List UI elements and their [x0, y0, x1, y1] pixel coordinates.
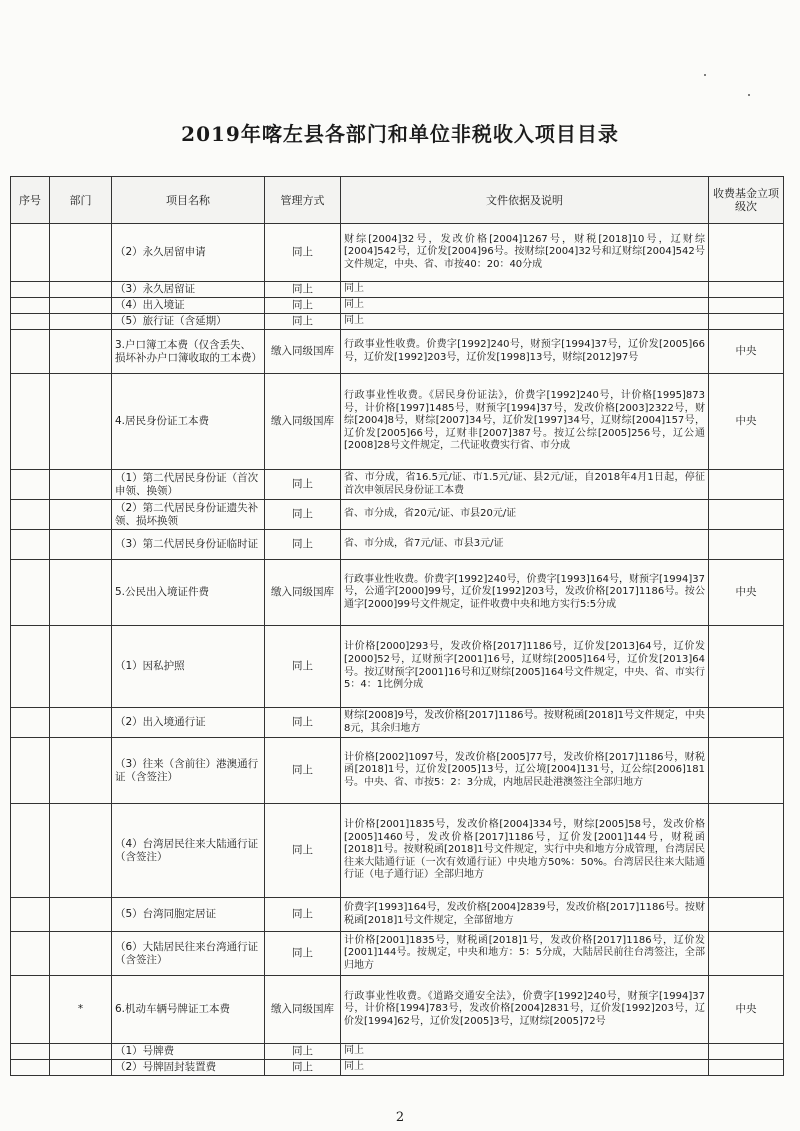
- cell-basis: 同上: [341, 1060, 709, 1076]
- cell-management: 缴入同级国库: [265, 374, 341, 470]
- table-header-row: [11, 177, 784, 224]
- cell-management: 同上: [265, 314, 341, 330]
- table-row: [11, 560, 784, 626]
- cell-item: （2）第二代居民身份证遗失补领、损坏换领: [112, 500, 265, 530]
- cell-management: 缴入同级国库: [265, 330, 341, 374]
- cell-level: 中央: [709, 560, 784, 626]
- cell-dept: [50, 804, 112, 898]
- header-item: 项目名称: [112, 177, 265, 224]
- cell-basis: 同上: [341, 1044, 709, 1060]
- cell-management: 同上: [265, 282, 341, 298]
- cell-dept: [50, 560, 112, 626]
- cell-item: 3.户口簿工本费（仅含丢失、损坏补办户口簿收取的工本费）: [112, 330, 265, 374]
- cell-management: 同上: [265, 932, 341, 976]
- header-management: 管理方式: [265, 177, 341, 224]
- cell-seq: [11, 738, 50, 804]
- cell-basis: 计价格[2002]1097号，发改价格[2005]77号，发改价格[2017]1186号，财税函[2018]1号，辽价发[2005]13号，辽公境[2004]131号，辽公综[2006]181号。中央、省、市按5：2：3分成，内地居民赴港澳签注全部归地方: [341, 738, 709, 804]
- cell-seq: [11, 560, 50, 626]
- cell-management: 同上: [265, 224, 341, 282]
- header-seq: 序号: [11, 177, 50, 224]
- cell-item: （2）出入境通行证: [112, 708, 265, 738]
- cell-dept: [50, 374, 112, 470]
- cell-basis: 价费字[1993]164号，发改价格[2004]2839号，发改价格[2017]1186号。按财税函[2018]1号文件规定，全部留地方: [341, 898, 709, 932]
- cell-basis: 财综[2008]9号，发改价格[2017]1186号。按财税函[2018]1号文件规定，中央8元，其余归地方: [341, 708, 709, 738]
- scan-speck: [704, 74, 706, 76]
- cell-seq: [11, 298, 50, 314]
- table-row: [11, 976, 784, 1044]
- cell-dept: [50, 738, 112, 804]
- table-row: [11, 626, 784, 708]
- cell-seq: [11, 470, 50, 500]
- cell-level: [709, 530, 784, 560]
- table-row: [11, 298, 784, 314]
- table-row: [11, 330, 784, 374]
- cell-dept: [50, 224, 112, 282]
- cell-item: （2）永久居留申请: [112, 224, 265, 282]
- cell-management: 同上: [265, 738, 341, 804]
- cell-management: 同上: [265, 298, 341, 314]
- cell-seq: [11, 804, 50, 898]
- cell-basis: 行政事业性收费。价费字[1992]240号，财预字[1994]37号，辽价发[2005]66号，辽价发[1992]203号，辽价发[1998]13号，财综[2012]97号: [341, 330, 709, 374]
- cell-dept: [50, 1044, 112, 1060]
- cell-seq: [11, 1044, 50, 1060]
- cell-seq: [11, 374, 50, 470]
- table-row: [11, 282, 784, 298]
- cell-management: 同上: [265, 1044, 341, 1060]
- cell-level: [709, 224, 784, 282]
- cell-level: [709, 708, 784, 738]
- cell-dept: [50, 1060, 112, 1076]
- cell-basis: 计价格[2001]1835号，财税函[2018]1号，发改价格[2017]1186号，辽价发[2001]144号。按规定，中央和地方：5：5分成，大陆居民前往台湾签注，全部归地方: [341, 932, 709, 976]
- cell-basis: 同上: [341, 314, 709, 330]
- table-row: [11, 1060, 784, 1076]
- cell-item: （3）第二代居民身份证临时证: [112, 530, 265, 560]
- cell-seq: [11, 708, 50, 738]
- cell-dept: *: [50, 976, 112, 1044]
- table-row: [11, 738, 784, 804]
- cell-management: 缴入同级国库: [265, 560, 341, 626]
- cell-basis: 财综[2004]32号，发改价格[2004]1267号，财税[2018]10号，辽财综[2004]542号，辽价发[2004]96号。按财综[2004]32号和辽财综[2004]542号文件规定，中央、省、市按40：20：40分成: [341, 224, 709, 282]
- cell-management: 同上: [265, 804, 341, 898]
- cell-seq: [11, 1060, 50, 1076]
- header-basis: 文件依据及说明: [341, 177, 709, 224]
- cell-dept: [50, 298, 112, 314]
- table-row: [11, 530, 784, 560]
- table-row: [11, 470, 784, 500]
- cell-basis: 计价格[2001]1835号，发改价格[2004]334号，财综[2005]58号，发改价格[2005]1460号，发改价格[2017]1186号，辽价发[2001]144号，财税函[2018]1号。按财税函[2018]1号文件规定，实行中央和地方分成管理，台湾居民往来大陆通行证（一次有效通行证）中央地方50%：50%。台湾居民往来大陆通行证（电子通行证）全部归地方: [341, 804, 709, 898]
- cell-seq: [11, 500, 50, 530]
- cell-management: 同上: [265, 500, 341, 530]
- cell-item: （5）台湾同胞定居证: [112, 898, 265, 932]
- cell-management: 同上: [265, 470, 341, 500]
- cell-management: 同上: [265, 898, 341, 932]
- cell-seq: [11, 932, 50, 976]
- cell-dept: [50, 282, 112, 298]
- cell-basis: 省、市分成，省16.5元/证、市1.5元/证、县2元/证，自2018年4月1日起，停征首次申领居民身份证工本费: [341, 470, 709, 500]
- cell-basis: 行政事业性收费。价费字[1992]240号，价费字[1993]164号，财预字[1994]37号，公通字[2000]99号，辽价发[1992]203号，发改价格[2017]1186号。按公通字[2000]99号文件规定，证件收费中央和地方实行5:5分成: [341, 560, 709, 626]
- cell-item: （1）因私护照: [112, 626, 265, 708]
- table-row: [11, 314, 784, 330]
- table-row: [11, 224, 784, 282]
- cell-item: （4）出入境证: [112, 298, 265, 314]
- header-dept: 部门: [50, 177, 112, 224]
- cell-seq: [11, 530, 50, 560]
- cell-seq: [11, 626, 50, 708]
- cell-seq: [11, 976, 50, 1044]
- cell-basis: 计价格[2000]293号，发改价格[2017]1186号，辽价发[2013]64号，辽价发[2000]52号，辽财预字[2001]16号，辽财综[2005]164号，辽价发[2013]64号。按辽财预字[2001]16号和辽财综[2005]164号文件规定，中央、省、市实行5：4：1比例分成: [341, 626, 709, 708]
- table-row: [11, 804, 784, 898]
- cell-basis: 省、市分成，省20元/证、市县20元/证: [341, 500, 709, 530]
- cell-item: （5）旅行证（含延期）: [112, 314, 265, 330]
- cell-dept: [50, 330, 112, 374]
- scan-speck: [748, 94, 750, 96]
- cell-dept: [50, 932, 112, 976]
- cell-basis: 行政事业性收费。《道路交通安全法》，价费字[1992]240号，财预字[1994]37号，计价格[1994]783号，发改价格[2004]2831号，辽价发[1992]203号，辽价发[1994]62号，辽价发[2005]3号，辽财综[2005]72号: [341, 976, 709, 1044]
- cell-dept: [50, 708, 112, 738]
- cell-item: （3）往来（含前往）港澳通行证（含签注）: [112, 738, 265, 804]
- cell-dept: [50, 314, 112, 330]
- cell-seq: [11, 898, 50, 932]
- cell-level: 中央: [709, 374, 784, 470]
- cell-basis: 同上: [341, 298, 709, 314]
- cell-seq: [11, 224, 50, 282]
- cell-item: （3）永久居留证: [112, 282, 265, 298]
- cell-level: [709, 932, 784, 976]
- cell-level: [709, 298, 784, 314]
- cell-level: [709, 470, 784, 500]
- cell-level: 中央: [709, 976, 784, 1044]
- cell-seq: [11, 314, 50, 330]
- table-row: [11, 500, 784, 530]
- cell-basis: 同上: [341, 282, 709, 298]
- cell-management: 同上: [265, 1060, 341, 1076]
- table-row: [11, 898, 784, 932]
- cell-level: [709, 626, 784, 708]
- header-level: 收费基金立项级次: [709, 177, 784, 224]
- page-title: 2019年喀左县各部门和单位非税收入项目目录: [181, 122, 619, 146]
- page-number: 2: [395, 1110, 405, 1125]
- table-row: [11, 374, 784, 470]
- cell-dept: [50, 470, 112, 500]
- cell-item: （4）台湾居民往来大陆通行证（含签注）: [112, 804, 265, 898]
- cell-level: [709, 1060, 784, 1076]
- cell-level: 中央: [709, 330, 784, 374]
- cell-item: 6.机动车辆号牌证工本费: [112, 976, 265, 1044]
- cell-level: [709, 898, 784, 932]
- cell-management: 同上: [265, 530, 341, 560]
- cell-basis: 行政事业性收费。《居民身份证法》，价费字[1992]240号，计价格[1995]873号，计价格[1997]1485号，财预字[1994]37号，发改价格[2003]2322号，财综[2004]8号，财综[2007]34号，辽价发[1997]34号，辽财综[2004]157号，辽价发[2005]66号，辽财非[2007]387号。按辽公综[2005]256号，辽公通[2008]28号文件规定，二代证收费实行省、市分成: [341, 374, 709, 470]
- cell-management: 同上: [265, 708, 341, 738]
- cell-dept: [50, 898, 112, 932]
- cell-item: （1）号牌费: [112, 1044, 265, 1060]
- table-row: [11, 932, 784, 976]
- cell-seq: [11, 282, 50, 298]
- cell-dept: [50, 626, 112, 708]
- cell-seq: [11, 330, 50, 374]
- cell-level: [709, 1044, 784, 1060]
- cell-basis: 省、市分成，省7元/证、市县3元/证: [341, 530, 709, 560]
- table-row: [11, 1044, 784, 1060]
- cell-item: 4.居民身份证工本费: [112, 374, 265, 470]
- cell-item: 5.公民出入境证件费: [112, 560, 265, 626]
- cell-item: （1）第二代居民身份证（首次申领、换领）: [112, 470, 265, 500]
- cell-item: （2）号牌固封装置费: [112, 1060, 265, 1076]
- cell-management: 缴入同级国库: [265, 976, 341, 1044]
- items-table: [10, 176, 784, 1076]
- cell-level: [709, 314, 784, 330]
- cell-level: [709, 804, 784, 898]
- cell-dept: [50, 530, 112, 560]
- cell-level: [709, 500, 784, 530]
- cell-item: （6）大陆居民往来台湾通行证（含签注）: [112, 932, 265, 976]
- table-row: [11, 708, 784, 738]
- cell-dept: [50, 500, 112, 530]
- cell-level: [709, 738, 784, 804]
- cell-management: 同上: [265, 626, 341, 708]
- cell-level: [709, 282, 784, 298]
